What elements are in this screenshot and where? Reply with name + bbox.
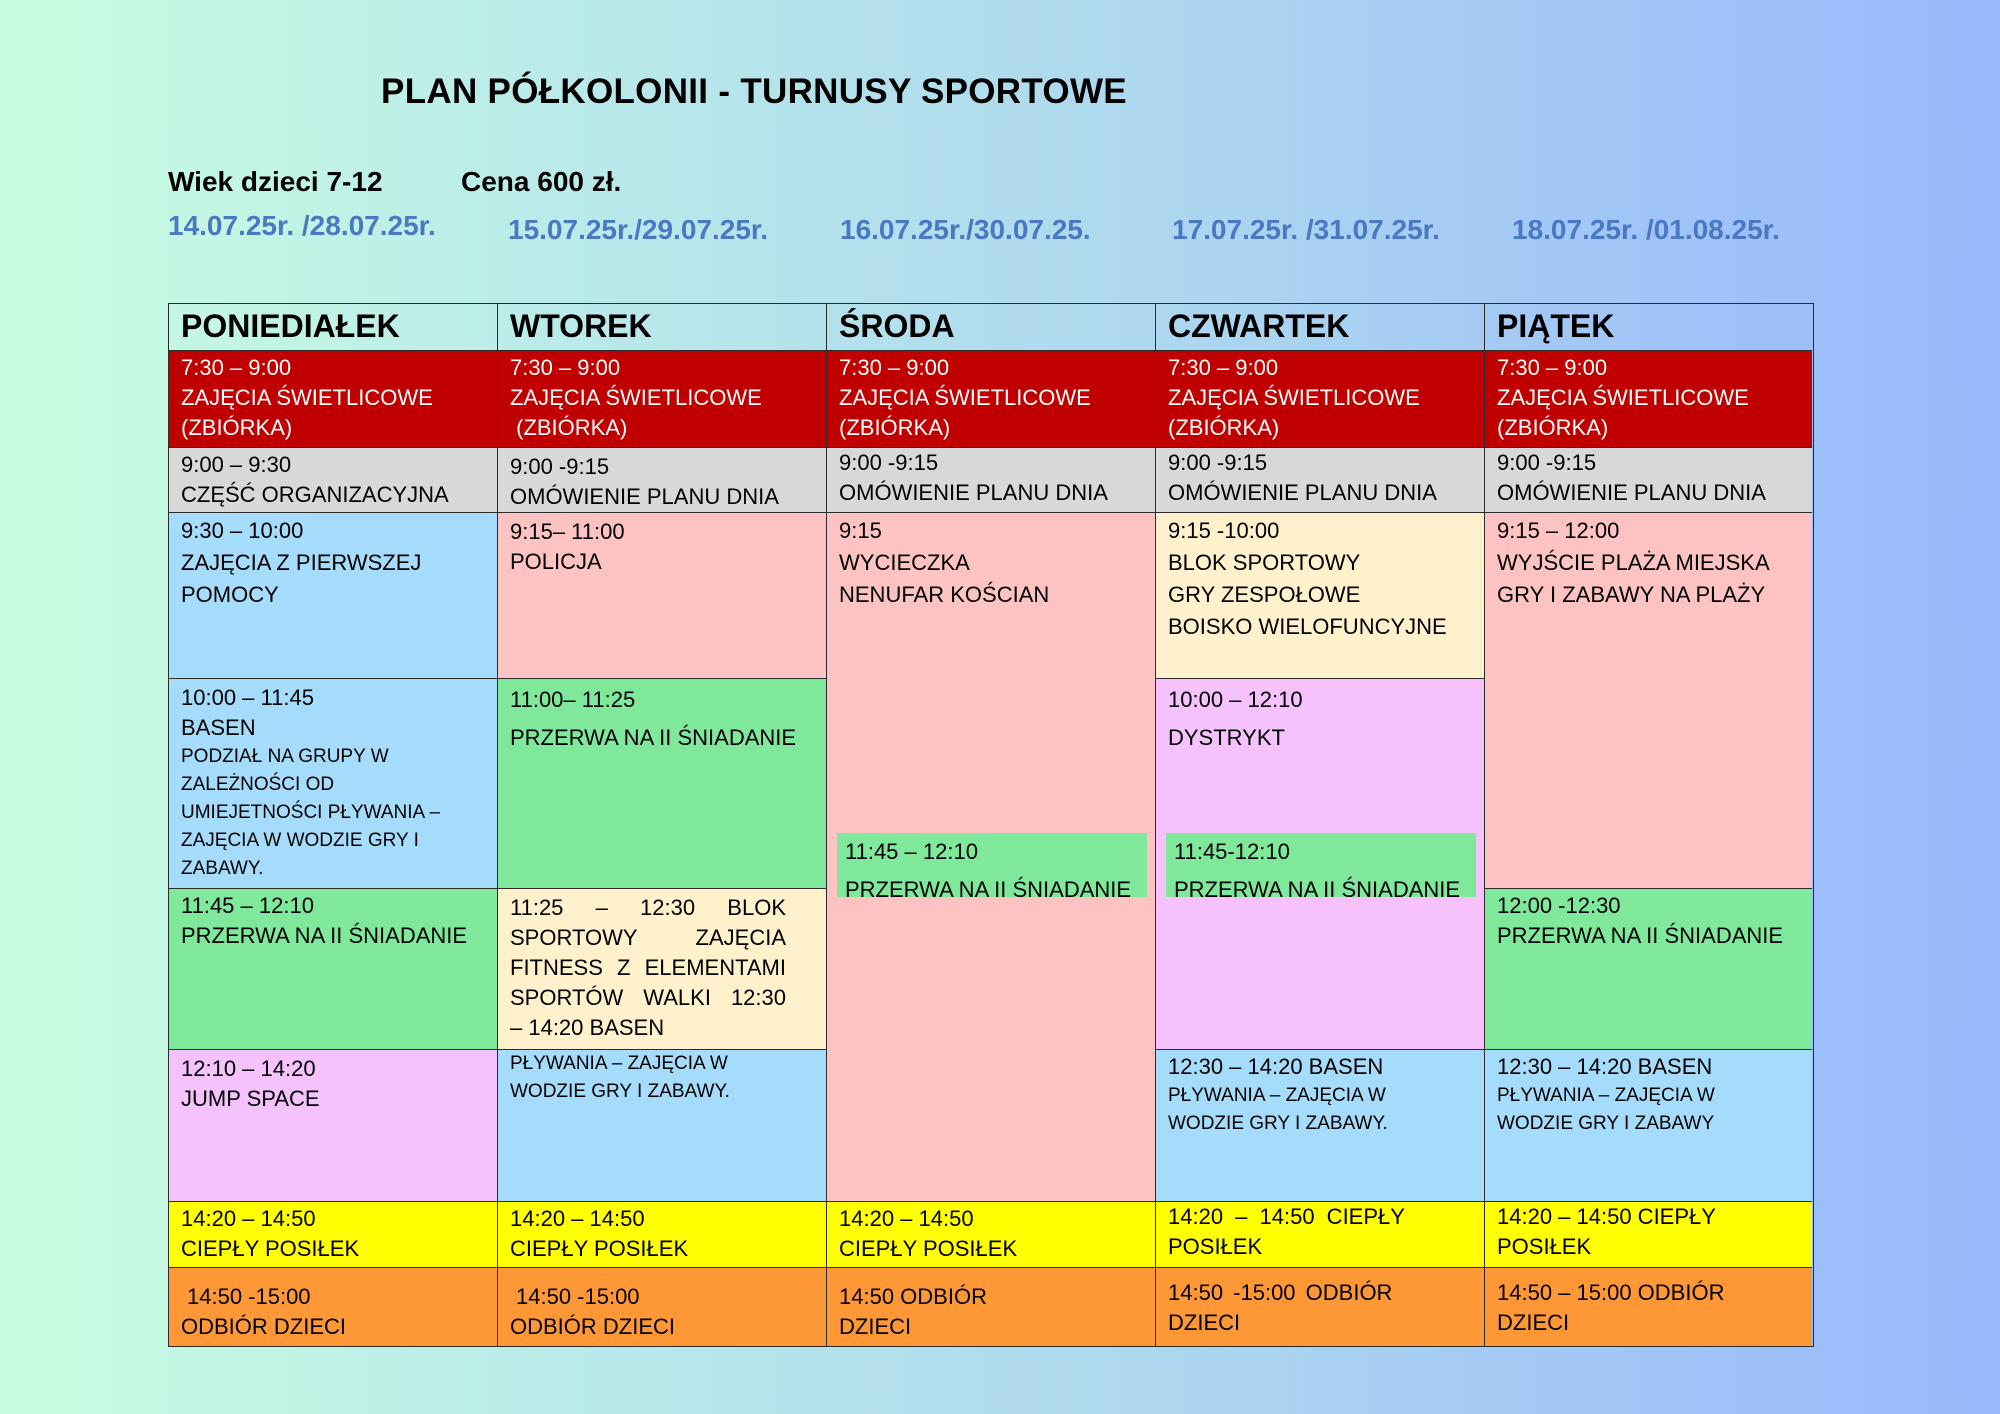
header-friday: PIĄTEK [1485,304,1812,351]
mon-posilek: 14:20 – 14:50 CIEPŁY POSIŁEK [169,1202,498,1268]
fri-posilek: 14:20 – 14:50 CIEPŁY POSIŁEK [1485,1202,1812,1268]
header-wednesday: ŚRODA [827,304,1156,351]
thu-przerwa: 11:45-12:10 PRZERWA NA II ŚNIADANIE [1166,833,1476,897]
mon-zbiorka: 7:30 – 9:00 ZAJĘCIA ŚWIETLICOWE (ZBIÓRKA) [169,351,498,448]
mon-odbior: 14:50 -15:00 ODBIÓR DZIECI [169,1268,498,1346]
wed-posilek: 14:20 – 14:50 CIEPŁY POSIŁEK [827,1202,1156,1268]
thu-basen: 12:30 – 14:20 BASEN PŁYWANIA – ZAJĘCIA W WODZIE GRY I ZABAWY. [1156,1050,1485,1202]
wed-odbior: 14:50 ODBIÓR DZIECI [827,1268,1156,1346]
header-monday: PONIEDIAŁEK [169,304,498,351]
schedule-table [168,303,1814,1347]
wed-zbiorka: 7:30 – 9:00 ZAJĘCIA ŚWIETLICOWE (ZBIÓRKA) [827,351,1156,448]
header-thursday: CZWARTEK [1156,304,1485,351]
tue-policja: 9:15– 11:00 POLICJA [498,513,827,679]
tue-zbiorka: 7:30 – 9:00 ZAJĘCIA ŚWIETLICOWE (ZBIÓRKA) [498,351,827,448]
date-monday: 14.07.25r. /28.07.25r. [168,210,436,241]
age-info: Wiek dzieci 7-12 [168,166,383,197]
date-wednesday: 16.07.25r./30.07.25. [840,214,1091,245]
thu-posilek: 14:20 – 14:50 CIEPŁY POSIŁEK [1156,1202,1485,1268]
tue-blok-sportowy: 11:25 – 12:30 BLOK SPORTOWY ZAJĘCIA FITNESS Z ELEMENTAMI SPORTÓW WALKI 12:30 – 14:20 BASEN [498,889,827,1050]
thu-zbiorka: 7:30 – 9:00 ZAJĘCIA ŚWIETLICOWE (ZBIÓRKA) [1156,351,1485,448]
thu-dystrykt: 10:00 – 12:10 DYSTRYKT [1156,679,1485,1050]
date-friday: 18.07.25r. /01.08.25r. [1512,214,1780,245]
fri-przerwa: 12:00 -12:30 PRZERWA NA II ŚNIADANIE [1485,889,1812,1050]
mon-jump-space: 12:10 – 14:20 JUMP SPACE [169,1050,498,1202]
price-info: Cena 600 zł. [461,166,622,197]
fri-plaza: 9:15 – 12:00 WYJŚCIE PLAŻA MIEJSKA GRY I ZABAWY NA PLAŻY [1485,513,1812,889]
fri-basen: 12:30 – 14:20 BASEN PŁYWANIA – ZAJĘCIA W WODZIE GRY I ZABAWY [1485,1050,1812,1202]
thu-odbior: 14:50 -15:00 ODBIÓR DZIECI [1156,1268,1485,1346]
tue-basen: PŁYWANIA – ZAJĘCIA W WODZIE GRY I ZABAWY. [498,1050,827,1202]
thu-omowienie: 9:00 -9:15 OMÓWIENIE PLANU DNIA [1156,448,1485,513]
mon-organizacja: 9:00 – 9:30 CZĘŚĆ ORGANIZACYJNA [169,448,498,513]
header-tuesday: WTOREK [498,304,827,351]
date-tuesday: 15.07.25r./29.07.25r. [508,214,769,245]
tue-omowienie: 9:00 -9:15 OMÓWIENIE PLANU DNIA [498,448,827,513]
wed-omowienie: 9:00 -9:15 OMÓWIENIE PLANU DNIA [827,448,1156,513]
wed-przerwa: 11:45 – 12:10 PRZERWA NA II ŚNIADANIE [837,833,1147,897]
date-thursday: 17.07.25r. /31.07.25r. [1172,214,1440,245]
tue-posilek: 14:20 – 14:50 CIEPŁY POSIŁEK [498,1202,827,1268]
fri-omowienie: 9:00 -9:15 OMÓWIENIE PLANU DNIA [1485,448,1812,513]
thu-blok-sportowy: 9:15 -10:00 BLOK SPORTOWY GRY ZESPOŁOWE BOISKO WIELOFUNCYJNE [1156,513,1485,679]
page-title: PLAN PÓŁKOLONII - TURNUSY SPORTOWE [381,72,1127,111]
tue-odbior: 14:50 -15:00 ODBIÓR DZIECI [498,1268,827,1346]
mon-przerwa: 11:45 – 12:10 PRZERWA NA II ŚNIADANIE [169,889,498,1050]
mon-basen: 10:00 – 11:45 BASEN PODZIAŁ NA GRUPY W ZALEŻNOŚCI OD UMIEJETNOŚCI PŁYWANIA – ZAJĘCIA W WODZIE GRY I ZABAWY. [169,679,498,889]
wed-wycieczka: 9:15 WYCIECZKA NENUFAR KOŚCIAN [827,513,1156,1202]
fri-odbior: 14:50 – 15:00 ODBIÓR DZIECI [1485,1268,1812,1346]
fri-zbiorka: 7:30 – 9:00 ZAJĘCIA ŚWIETLICOWE (ZBIÓRKA) [1485,351,1812,448]
tue-przerwa: 11:00– 11:25 PRZERWA NA II ŚNIADANIE [498,679,827,889]
mon-pierwsza-pomoc: 9:30 – 10:00 ZAJĘCIA Z PIERWSZEJ POMOCY [169,513,498,679]
